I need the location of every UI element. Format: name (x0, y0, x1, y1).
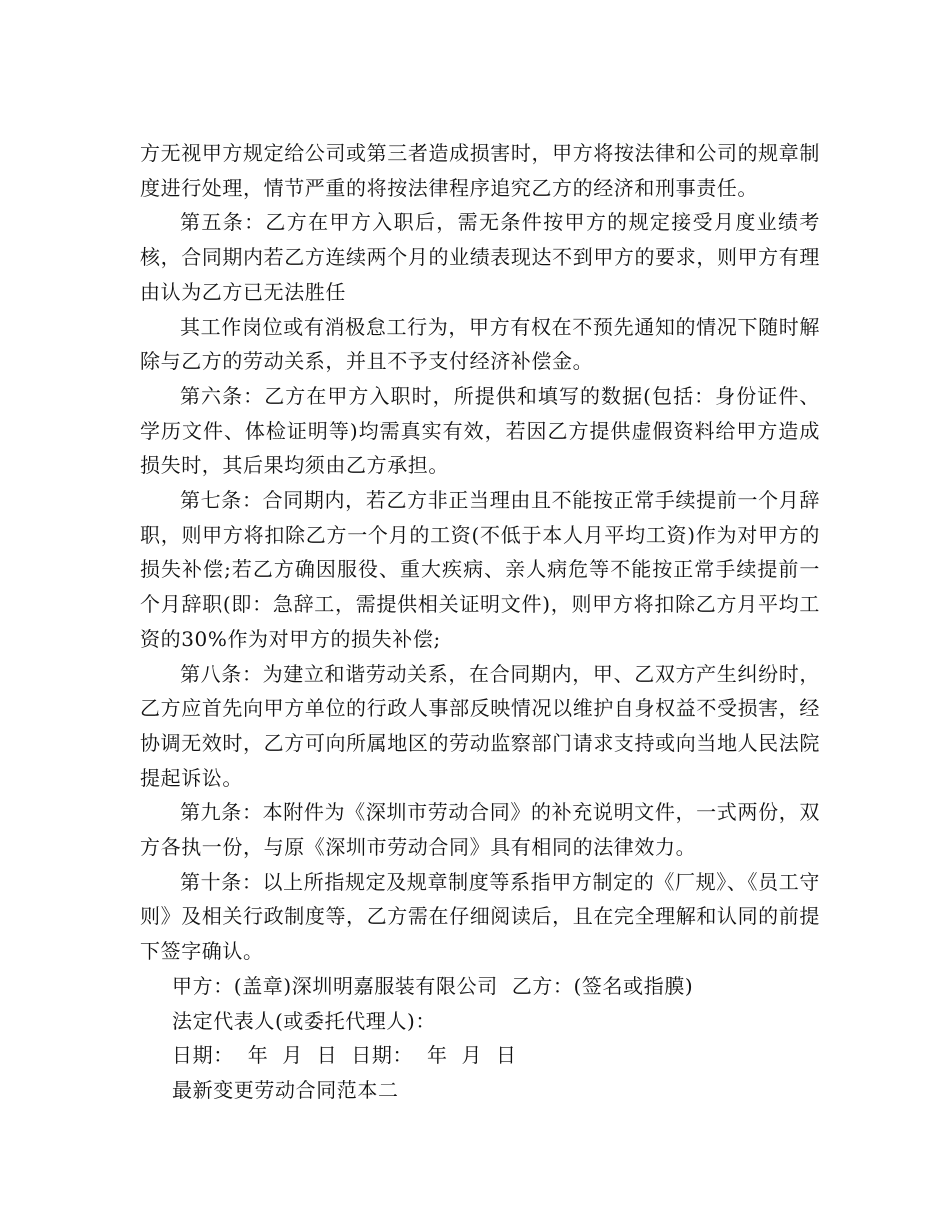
signature-representative-line: 法定代表人(或委托代理人)： (172, 1008, 437, 1033)
paragraph-article-7: 第七条：合同期内，若乙方非正当理由且不能按正常手续提前一个月辞职，则甲方将扣除乙方一个月的工资(不低于本人月平均工资)作为对甲方的损失补偿;若乙方确因服役、重大疾病、亲人病危等不能按正常手续提前一个月辞职(即：急辞工，需提供相关证明文件)，则甲方将扣除乙方月平均工资的30%作为对甲方的损失补偿; (140, 488, 820, 651)
paragraph-article-5: 第五条：乙方在甲方入职后，需无条件按甲方的规定接受月度业绩考核，合同期内若乙方连续两个月的业绩表现达不到甲方的要求，则甲方有理由认为乙方已无法胜任 (140, 210, 820, 304)
paragraph-article-6: 第六条：乙方在甲方入职时，所提供和填写的数据(包括：身份证件、学历文件、体检证明等)均需真实有效，若因乙方提供虚假资料给甲方造成损失时，其后果均须由乙方承担。 (140, 383, 820, 478)
paragraph-article-9: 第九条：本附件为《深圳市劳动合同》的补充说明文件，一式两份，双方各执一份，与原《深圳市劳动合同》具有相同的法律效力。 (140, 800, 820, 860)
paragraph-article-8: 第八条：为建立和谐劳动关系，在合同期内，甲、乙双方产生纠纷时，乙方应首先向甲方单位的行政人事部反映情况以维护自身权益不受损害，经协调无效时，乙方可向所属地区的劳动监察部门请求支持或向当地人民法院提起诉讼。 (140, 661, 820, 790)
signature-date-line: 日期： 年 月 日 日期： 年 月 日 (172, 1043, 517, 1068)
next-section-title: 最新变更劳动合同范本二 (172, 1077, 399, 1102)
signature-parties-line: 甲方：(盖章)深圳明嘉服装有限公司 乙方：(签名或指膜) (172, 973, 694, 998)
paragraph-article-5-continued: 其工作岗位或有消极怠工行为，甲方有权在不预先通知的情况下随时解除与乙方的劳动关系，并且不予支付经济补偿金。 (140, 314, 820, 374)
paragraph-article-10: 第十条：以上所指规定及规章制度等系指甲方制定的《厂规》、《员工守则》及相关行政制度等，乙方需在仔细阅读后，且在完全理解和认同的前提下签字确认。 (140, 869, 820, 964)
document-body (140, 136, 820, 1108)
paragraph-continued: 方无视甲方规定给公司或第三者造成损害时，甲方将按法律和公司的规章制度进行处理，情节严重的将按法律程序追究乙方的经济和刑事责任。 (140, 141, 820, 200)
